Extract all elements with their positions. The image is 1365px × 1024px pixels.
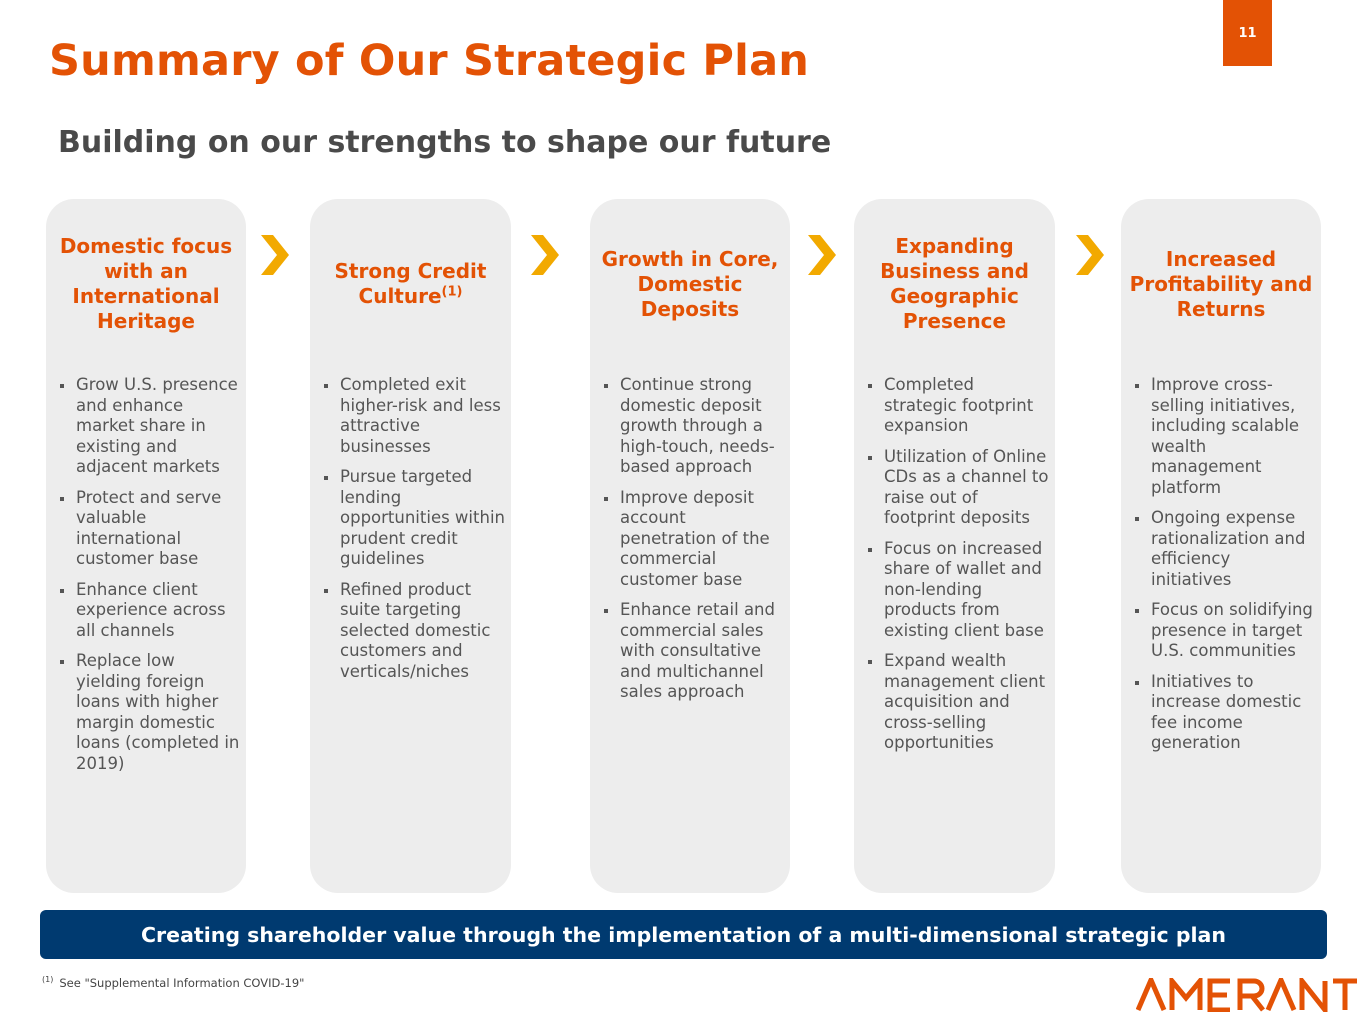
footnote-marker: (1) — [42, 975, 54, 984]
list-item: Grow U.S. presence and enhance market share in existing and adjacent markets — [58, 375, 240, 478]
column-heading: Expanding Business and Geographic Presence — [880, 234, 1029, 333]
page-number: 11 — [1223, 0, 1272, 66]
chevron-right-icon — [529, 235, 561, 275]
list-item: Focus on solidifying presence in target U.S. communities — [1133, 600, 1315, 662]
list-item: Expand wealth management client acquisition and cross-selling opportunities — [866, 651, 1049, 754]
column-heading: Growth in Core, Domestic Deposits — [601, 246, 779, 321]
strategy-column-core-deposits — [590, 199, 790, 893]
amerant-logo — [1136, 978, 1358, 1012]
column-heading: Increased Profitability and Returns — [1129, 246, 1313, 321]
page-subtitle: Building on our strengths to shape our future — [58, 125, 832, 160]
column-heading: Strong Credit Culture$^{(1)}$ — [334, 259, 487, 308]
list-item: Completed strategic footprint expansion — [866, 375, 1049, 437]
bullet-list — [58, 375, 240, 784]
strategy-column-profitability — [1121, 199, 1321, 893]
bullet-list — [866, 375, 1049, 764]
footnote-marker: (1) — [441, 284, 463, 300]
list-item: Improve cross-selling initiatives, including scalable wealth management platform — [1133, 375, 1315, 498]
list-item: Enhance retail and commercial sales with consultative and multichannel sales approach — [602, 600, 784, 703]
list-item: Continue strong domestic deposit growth through a high-touch, needs-based approach — [602, 375, 784, 478]
bullet-list — [322, 375, 505, 692]
list-item: Enhance client experience across all channels — [58, 580, 240, 642]
strategy-column-credit-culture — [310, 199, 511, 893]
page-title: Summary of Our Strategic Plan — [49, 36, 810, 86]
strategy-column-expanding-business — [854, 199, 1055, 893]
chevron-right-icon — [1074, 235, 1106, 275]
footnote: $^{(1)}$ See "Supplemental Information COVID-19" — [42, 975, 305, 990]
list-item: Refined product suite targeting selected domestic customers and verticals/niches — [322, 580, 505, 683]
bullet-list — [1133, 375, 1315, 764]
list-item: Ongoing expense rationalization and efficiency initiatives — [1133, 508, 1315, 590]
summary-banner: Creating shareholder value through the implementation of a multi-dimensional strategic plan — [40, 910, 1327, 959]
list-item: Pursue targeted lending opportunities within prudent credit guidelines — [322, 467, 505, 570]
list-item: Focus on increased share of wallet and non-lending products from existing client base — [866, 539, 1049, 642]
bullet-list — [602, 375, 784, 713]
list-item: Protect and serve valuable international customer base — [58, 488, 240, 570]
list-item: Initiatives to increase domestic fee income generation — [1133, 672, 1315, 754]
chevron-right-icon — [806, 235, 838, 275]
list-item: Replace low yielding foreign loans with higher margin domestic loans (completed in 2019) — [58, 651, 240, 774]
column-heading: Domestic focus with an International Heritage — [59, 234, 233, 333]
chevron-right-icon — [259, 235, 291, 275]
strategy-column-domestic-focus — [46, 199, 246, 893]
list-item: Utilization of Online CDs as a channel to raise out of footprint deposits — [866, 447, 1049, 529]
list-item: Completed exit higher-risk and less attractive businesses — [322, 375, 505, 457]
list-item: Improve deposit account penetration of the commercial customer base — [602, 488, 784, 591]
